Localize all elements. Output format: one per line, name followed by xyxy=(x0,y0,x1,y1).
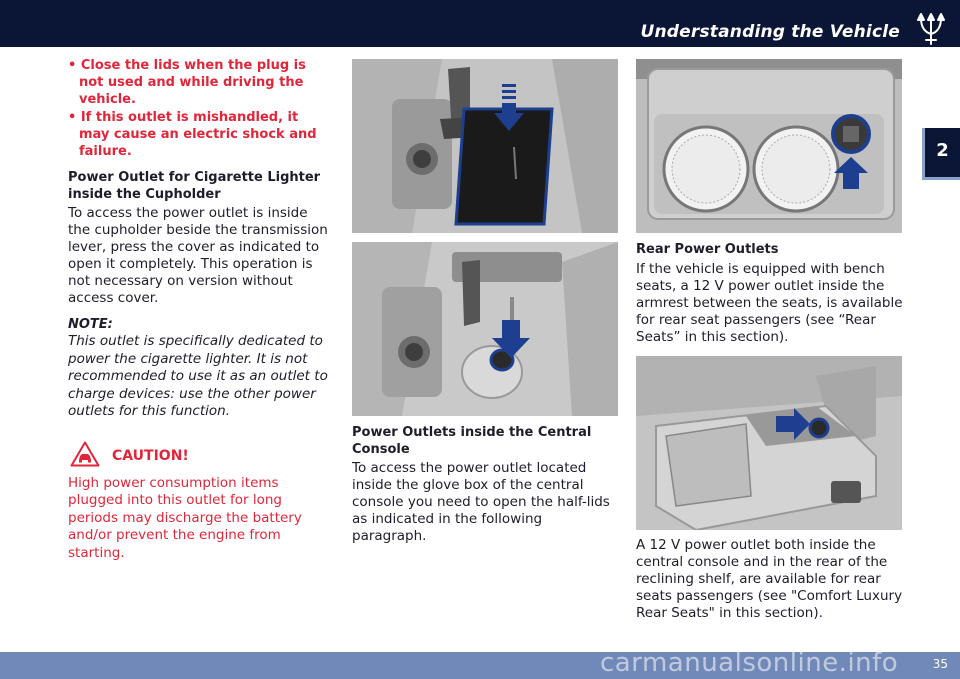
caution-title: CAUTION! xyxy=(112,447,189,464)
cupholder-heading: Power Outlet for Cigarette Lighter inside the Cupholder xyxy=(68,170,321,202)
car-warning-icon xyxy=(70,441,100,467)
central-console-photo xyxy=(636,59,902,233)
warning-item: • If this outlet is mishandled, it may cause an electric shock and failure. xyxy=(68,109,330,160)
chapter-number: 2 xyxy=(936,140,949,161)
cupholder-text: To access the power outlet is inside the cupholder beside the transmission lever, press the cover as indicated to open it completely. This operation is not necessary on version without access cover. xyxy=(68,205,328,306)
console-cover-photo xyxy=(352,59,618,233)
rear-outlets-section xyxy=(636,242,904,346)
cupholder-outlet-photo xyxy=(352,242,618,416)
note-text: This outlet is specifically dedicated to power the cigarette lighter. It is not recommended to use it as an outlet to charge devices: use the other power outlets for this function. xyxy=(68,333,328,419)
warning-list xyxy=(68,57,330,160)
central-console-section xyxy=(352,425,618,545)
rear-heading: Rear Power Outlets xyxy=(636,242,779,257)
central-text: To access the power outlet located inside the glove box of the central console you need to open the half-lids as indicated in the following paragraph. xyxy=(352,460,610,544)
warning-item: • Close the lids when the plug is not used and while driving the vehicle. xyxy=(68,57,330,108)
rear-extra-section xyxy=(636,537,904,622)
rear-armrest-photo xyxy=(636,356,902,530)
note-title: NOTE: xyxy=(68,317,113,332)
central-heading: Power Outlets inside the Central Console xyxy=(352,425,592,457)
caution-text: High power consumption items plugged into this outlet for long periods may discharge the battery and/or prevent the engine from starting. xyxy=(68,474,302,561)
watermark: carmanualsonline.info xyxy=(600,648,899,678)
maserati-trident-icon xyxy=(914,10,948,48)
section-title: Understanding the Vehicle xyxy=(640,22,900,42)
chapter-tab[interactable] xyxy=(922,128,960,180)
rear-extra-text: A 12 V power outlet both inside the central console and in the rear of the reclining shelf, are available for rear seats passengers (see "Comfort Luxury Rear Seats" in this section). xyxy=(636,537,903,621)
caution-header xyxy=(68,441,330,467)
column-left xyxy=(68,57,330,562)
page-number: 35 xyxy=(932,657,948,671)
rear-text: If the vehicle is equipped with bench seats, a 12 V power outlet inside the armrest between the seats, is available for rear seat passengers (see “Rear Seats” in this section). xyxy=(636,260,903,345)
